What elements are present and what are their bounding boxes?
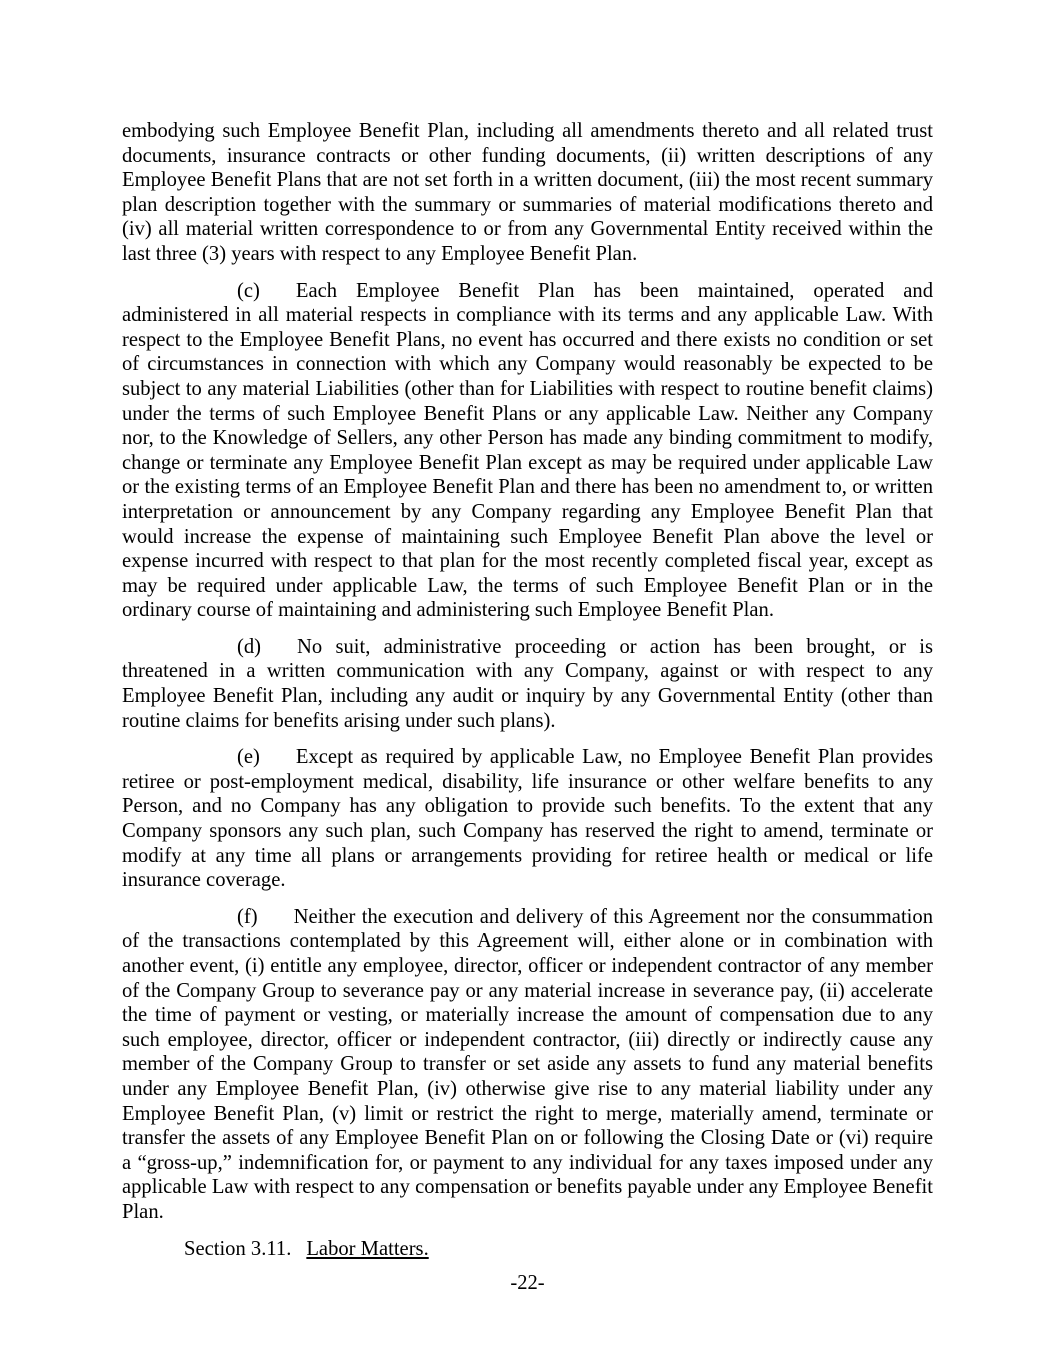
paragraph-text: Each Employee Benefit Plan has been maintained, operated and administered in all material respects in compliance with its terms and any applicable Law. With respect to the Employee Benefit Plans, no event has occurred and there exists no condition or set of circumstances in connection with which any Company would reasonably be expected to be subject to any material Liabilities (other than for Liabilities with respect to routine benefit claims) under the terms of such Employee Benefit Plans or any applicable Law. Neither any Company nor, to the Knowledge of Sellers, any other Person has made any binding commitment to modify, change or terminate any Employee Benefit Plan except as may be required under applicable Law or the existing terms of an Employee Benefit Plan and there has been no amendment to, or written interpretation or announcement by any Company regarding any Employee Benefit Plan that would increase the expense of maintaining such Employee Benefit Plan above the level or expense incurred with respect to that plan for the most recently completed fiscal year, except as may be required under applicable Law, the terms of such Employee Benefit Plan or in the ordinary course of maintaining and administering such Employee Benefit Plan. bbox=[122, 279, 933, 622]
paragraph-e bbox=[122, 745, 933, 893]
paragraph-label: (e) bbox=[237, 746, 260, 769]
paragraph-text: embodying such Employee Benefit Plan, including all amendments thereto and all related trust documents, insurance contracts or other funding documents, (ii) written descriptions of any Employee Benefit Plans that are not set forth in a written document, (iii) the most recent summary plan description together with the summary or summaries of material modifications thereto and (iv) all material written correspondence to or from any Governmental Entity received within the last three (3) years with respect to any Employee Benefit Plan. bbox=[122, 120, 933, 265]
document-content bbox=[122, 119, 933, 1261]
paragraph-f bbox=[122, 905, 933, 1225]
paragraph-label: (f) bbox=[237, 905, 258, 928]
paragraph-d bbox=[122, 635, 933, 733]
page-footer bbox=[0, 1271, 1055, 1296]
section-number: Section 3.11. bbox=[184, 1237, 292, 1260]
section-title: Labor Matters. bbox=[306, 1237, 429, 1260]
section-heading bbox=[122, 1237, 933, 1262]
paragraph-text: Except as required by applicable Law, no Employee Benefit Plan provides retiree or post-employment medical, disability, life insurance or other welfare benefits to any Person, and no Company has any obligation to provide such benefits. To the extent that any Company sponsors any such plan, such Company has reserved the right to amend, terminate or modify at any time all plans or arrangements providing for retiree health or medical or life insurance coverage. bbox=[122, 746, 933, 892]
paragraph-text: No suit, administrative proceeding or action has been brought, or is threatened in a written communication with any Company, against or with respect to any Employee Benefit Plan, including any audit or inquiry by any Governmental Entity (other than routine claims for benefits arising under such plans). bbox=[122, 635, 933, 732]
paragraph-label: (d) bbox=[237, 635, 262, 658]
paragraph-c bbox=[122, 279, 933, 623]
paragraph-text: Neither the execution and delivery of this Agreement nor the consummation of the transactions contemplated by this Agreement will, either alone or in combination with another event, (i) entitle any employee, director, officer or independent contractor of any member of the Company Group to severance pay or any material increase in severance pay, (ii) accelerate the time of payment or vesting, or materially increase the amount of compensation due to any such employee, director, officer or independent contractor, (iii) directly or indirectly cause any member of the Company Group to transfer or set aside any assets to fund any material benefits under any Employee Benefit Plan, (iv) otherwise give rise to any material liability under any Employee Benefit Plan, (v) limit or restrict the right to merge, materially amend, terminate or transfer the assets of any Employee Benefit Plan on or following the Closing Date or (vi) require a “gross-up,” indemnification for, or payment to any individual for any taxes imposed under any applicable Law with respect to any compensation or benefits payable under any Employee Benefit Plan. bbox=[122, 905, 933, 1223]
paragraph-label: (c) bbox=[237, 279, 260, 302]
paragraph-continuation bbox=[122, 119, 933, 267]
page-number: -22- bbox=[510, 1272, 545, 1294]
